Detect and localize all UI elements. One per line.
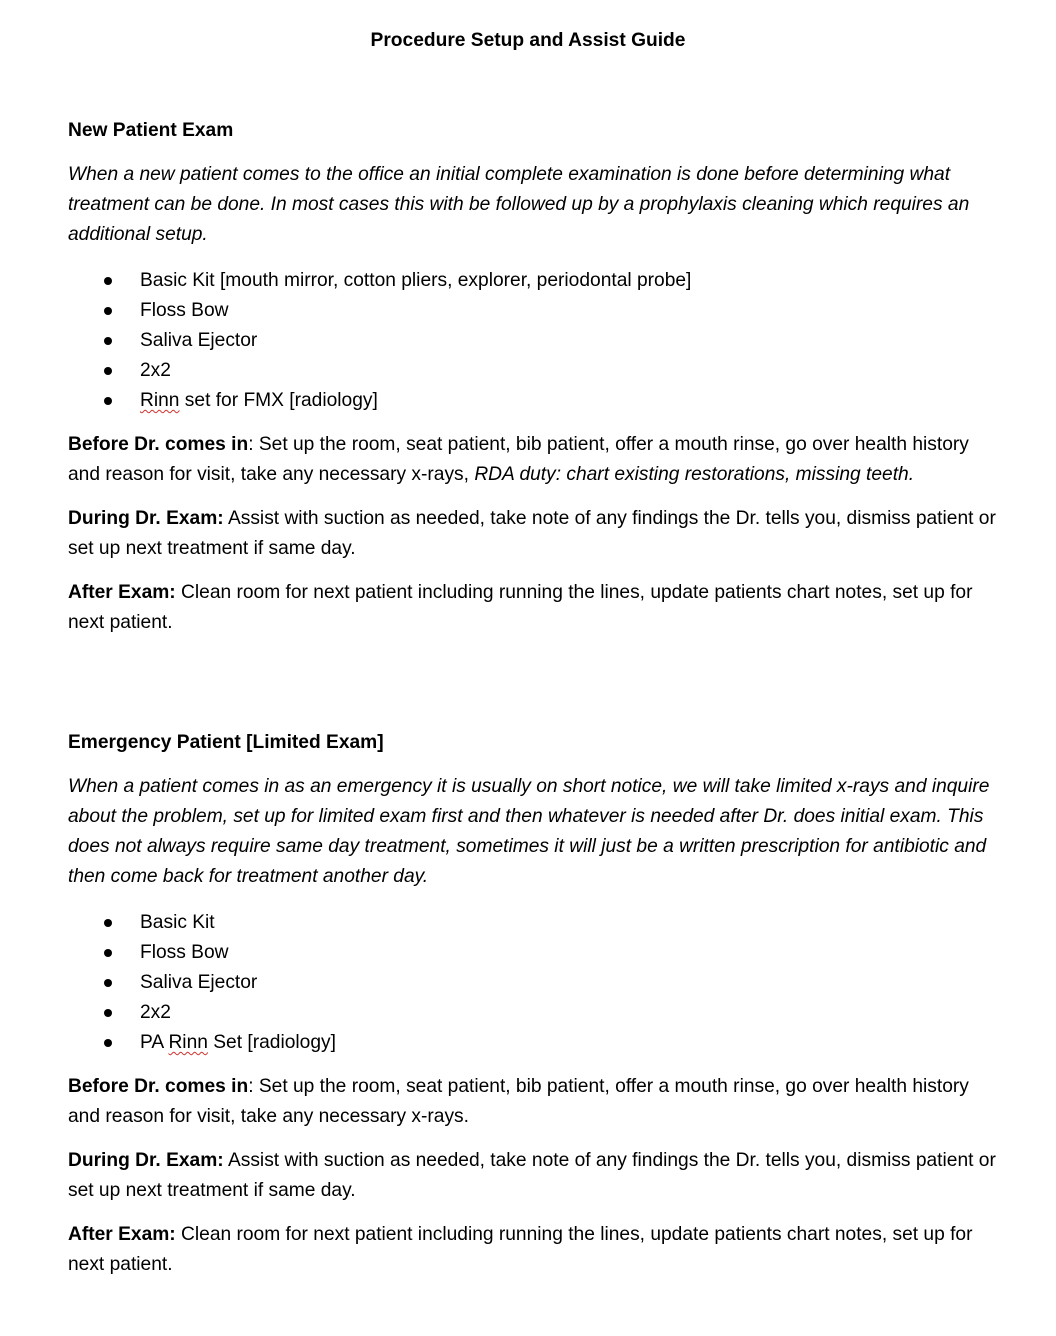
spellcheck-flagged-word[interactable]: Rinn <box>140 390 180 411</box>
paragraph-label: During Dr. Exam: <box>68 508 224 529</box>
list-item <box>68 386 1004 416</box>
list-item-text: Floss Bow <box>140 300 229 321</box>
bullet-icon <box>104 337 112 345</box>
section-heading: Emergency Patient [Limited Exam] <box>68 732 384 753</box>
paragraph-label: Before Dr. comes in <box>68 434 249 455</box>
bullet-icon <box>104 919 112 927</box>
before-dr-paragraph <box>68 1072 1004 1132</box>
paragraph-text: Clean room for next patient including running the lines, update patients chart notes, set up for next patient. <box>68 582 973 633</box>
list-item <box>68 998 1004 1028</box>
section-emergency-patient <box>68 728 1004 1294</box>
bullet-icon <box>104 979 112 987</box>
list-item <box>68 938 1004 968</box>
rda-duty-note: RDA duty: chart existing restorations, missing teeth. <box>474 464 915 485</box>
bullet-icon <box>104 1039 112 1047</box>
bullet-icon <box>104 307 112 315</box>
setup-item-list <box>68 908 1004 1058</box>
setup-item-list <box>68 266 1004 416</box>
before-dr-paragraph <box>68 430 1004 490</box>
bullet-icon <box>104 949 112 957</box>
list-item-prefix: PA <box>140 1032 169 1053</box>
paragraph-label: After Exam: <box>68 582 176 603</box>
list-item <box>68 908 1004 938</box>
after-exam-paragraph <box>68 578 1004 638</box>
bullet-icon <box>104 277 112 285</box>
list-item-text: Basic Kit <box>140 912 215 933</box>
after-exam-paragraph <box>68 1220 1004 1280</box>
during-exam-paragraph <box>68 1146 1004 1206</box>
list-item-text: Saliva Ejector <box>140 330 258 351</box>
list-item <box>68 356 1004 386</box>
list-item <box>68 326 1004 356</box>
paragraph-text: Assist with suction as needed, take note of any findings the Dr. tells you, dismiss patient or set up next treatment if same day. <box>68 1150 996 1201</box>
section-intro: When a new patient comes to the office an initial complete examination is done before determining what treatment can be done. In most cases this with be followed up by a prophylaxis cleaning which requires an additional setup. <box>68 164 970 245</box>
section-new-patient-exam <box>68 116 1004 652</box>
document-title: Procedure Setup and Assist Guide <box>370 30 686 51</box>
paragraph-text: : Set up the room, seat patient, bib patient, offer a mouth rinse, go over health history and reason for visit, take any necessary x-rays. <box>68 1076 969 1127</box>
during-exam-paragraph <box>68 504 1004 564</box>
list-item <box>68 296 1004 326</box>
section-heading: New Patient Exam <box>68 120 234 141</box>
bullet-icon <box>104 1009 112 1017</box>
spellcheck-flagged-word[interactable]: Rinn <box>168 1032 208 1053</box>
list-item <box>68 1028 1004 1058</box>
section-intro: When a patient comes in as an emergency it is usually on short notice, we will take limited x-rays and inquire about the problem, set up for limited exam first and then whatever is needed after Dr. does initial exam. This does not always require same day treatment, sometimes it will just be a written prescription for antibiotic and then come back for treatment another day. <box>68 776 990 887</box>
paragraph-label: Before Dr. comes in <box>68 1076 249 1097</box>
list-item <box>68 266 1004 296</box>
list-item <box>68 968 1004 998</box>
list-item-text: 2x2 <box>140 360 171 381</box>
list-item-text: Basic Kit [mouth mirror, cotton pliers, explorer, periodontal probe] <box>140 270 692 291</box>
paragraph-text: Clean room for next patient including running the lines, update patients chart notes, set up for next patient. <box>68 1224 973 1275</box>
bullet-icon <box>104 397 112 405</box>
paragraph-text: Assist with suction as needed, take note of any findings the Dr. tells you, dismiss patient or set up next treatment if same day. <box>68 508 996 559</box>
bullet-icon <box>104 367 112 375</box>
list-item-text: Saliva Ejector <box>140 972 258 993</box>
list-item-suffix: set for FMX [radiology] <box>179 390 378 411</box>
paragraph-label: During Dr. Exam: <box>68 1150 224 1171</box>
list-item-suffix: Set [radiology] <box>207 1032 336 1053</box>
list-item-text: 2x2 <box>140 1002 171 1023</box>
paragraph-text: : Set up the room, seat patient, bib patient, offer a mouth rinse, go over health history and reason for visit, take any necessary x-rays, <box>68 434 969 485</box>
list-item-text: Floss Bow <box>140 942 229 963</box>
paragraph-label: After Exam: <box>68 1224 176 1245</box>
